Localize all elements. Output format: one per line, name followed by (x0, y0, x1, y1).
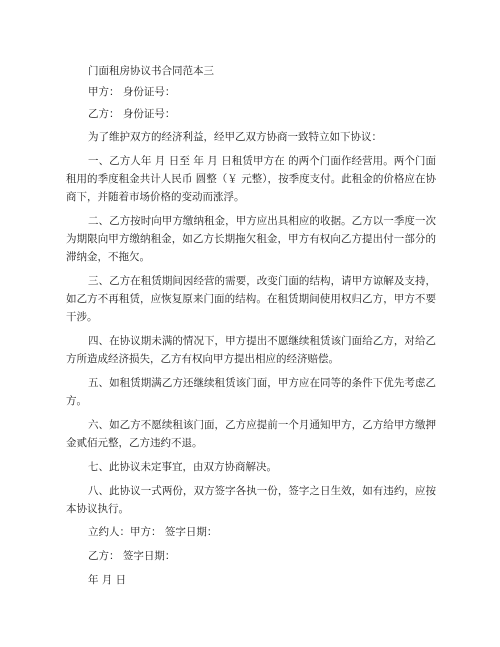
clause-8: 八、此协议一式两份，双方签字各执一份，签字之日生效，如有违约，应按本协议执行。 (66, 485, 436, 515)
signature-party-b: 乙方： 签字日期： (88, 550, 176, 562)
document-body (66, 63, 436, 596)
signature-date: 年 月 日 (88, 574, 127, 586)
clause-7: 七、此协议未定事宜，由双方协商解决。 (88, 461, 277, 473)
clause-5: 五、如租赁期满乙方还继续租赁该门面，甲方应在同等的条件下优先考虑乙方。 (66, 377, 436, 407)
clause-2: 二、乙方按时向甲方缴纳租金，甲方应出具相应的收据。乙方以一季度一次为期限向甲方缴纳租金，如乙方长期拖欠租金，甲方有权向乙方提出付一部分的滞纳金，不拖欠。 (66, 215, 436, 263)
party-b-line: 乙方： 身份证号： (88, 108, 176, 120)
signature-party-a: 立约人：甲方： 签字日期： (88, 526, 218, 538)
intro-paragraph: 为了维护双方的经济利益，经甲乙双方协商一致特立如下协议： (88, 131, 382, 143)
clause-3: 三、乙方在租赁期间因经营的需要，改变门面的结构，请甲方谅解及支持，如乙方不再租赁，应恢复原来门面的结构。在租赁期间使用权归乙方，甲方不要干涉。 (66, 275, 436, 323)
clause-6: 六、如乙方不愿续租该门面，乙方应提前一个月通知甲方，乙方给甲方缴押金贰佰元整，乙方违约不退。 (66, 419, 436, 449)
party-a-line: 甲方： 身份证号： (88, 86, 176, 98)
clause-1: 一、乙方人年 月 日至 年 月 日租赁甲方在 的两个门面作经营用。两个门面租用的季度租金共计人民币 圆整（￥ 元整），按季度支付。此租金的价格应在协商下，并随着市场价格的变动而涨浮。 (66, 155, 436, 203)
document-title: 门面租房协议书合同范本三 (88, 65, 214, 77)
clause-4: 四、在协议期未满的情况下，甲方提出不愿继续租赁该门面给乙方，对给乙方所造成经济损失，乙方有权向甲方提出相应的经济赔偿。 (66, 335, 436, 365)
